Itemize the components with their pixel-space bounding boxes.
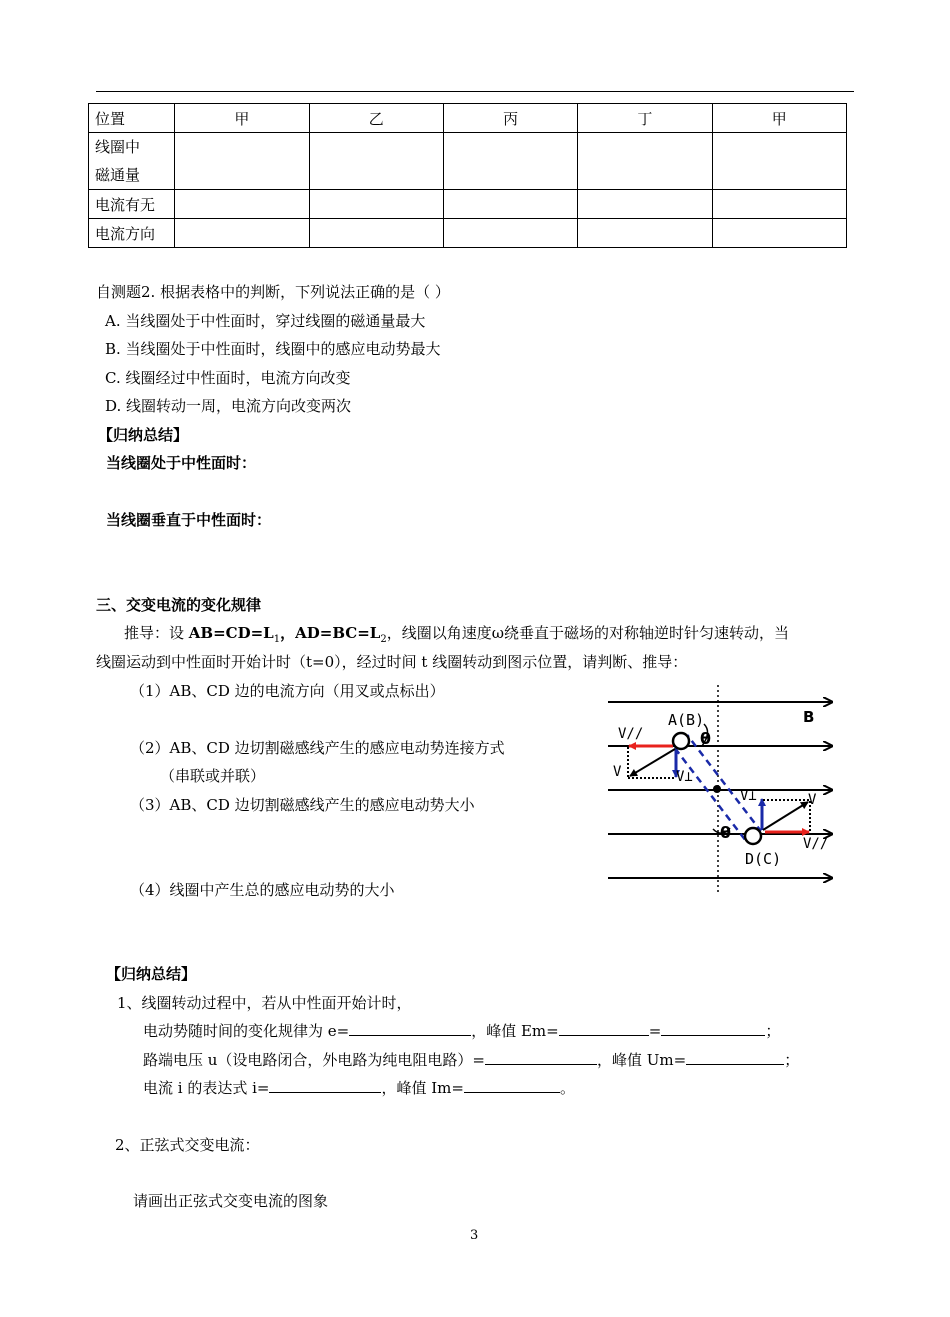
table-cell [443, 133, 577, 190]
table-cell [309, 133, 443, 190]
coil-diagram [600, 680, 850, 895]
current-peak-label: ，峰值 Im= [381, 1079, 464, 1097]
label-v-perp-bottom: V⊥ [740, 788, 757, 804]
emf-line [143, 1020, 780, 1041]
derivation-intro [124, 622, 789, 645]
row-label-line: 线圈中 [95, 138, 141, 156]
intro-subscript: 1 [273, 634, 281, 645]
question-2: （2）AB、CD 边切割磁感线产生的感应电动势连接方式 [130, 739, 505, 757]
current-label: 电流 i 的表达式 i= [143, 1079, 270, 1097]
emf-end: ； [765, 1022, 781, 1040]
voltage-label: 路端电压 u（设电路闭合，外电路为纯电阻电路）= [143, 1051, 485, 1069]
intro-bold: ，AD=BC=L [280, 624, 381, 642]
emf-peak-label: ，峰值 Em= [471, 1022, 559, 1040]
conductor-dc [745, 828, 761, 844]
v-arrow [763, 802, 808, 830]
quiz-option-b: B. 当线圈处于中性面时，线圈中的感应电动势最大 [105, 340, 441, 358]
label-ab: A(B) [668, 711, 705, 729]
emf-label: 电动势随时间的变化规律为 e= [143, 1022, 350, 1040]
voltage-end: ； [784, 1051, 800, 1069]
summary-title: 【归纳总结】 [98, 426, 189, 444]
table-header-cell: 位置 [89, 104, 175, 133]
row-label-line: 磁通量 [95, 166, 141, 184]
summary-line-neutral: 当线圈处于中性面时： [106, 454, 257, 472]
blank-im[interactable] [464, 1078, 560, 1093]
label-v-perp-top: V⊥ [676, 769, 693, 785]
table-cell [309, 190, 443, 219]
question-2-hint: （串联或并联） [160, 767, 266, 785]
summary2-title: 【归纳总结】 [106, 965, 197, 983]
table-row [89, 219, 847, 248]
question-1: （1）AB、CD 边的电流方向（用叉或点标出） [130, 682, 445, 700]
table-header-cell: 丁 [578, 104, 712, 133]
table-cell [175, 133, 309, 190]
draw-instruction: 请画出正弦式交变电流的图象 [133, 1192, 329, 1210]
summary2-item2: 2、正弦式交变电流： [115, 1136, 260, 1154]
label-v-bottom: V [808, 792, 817, 808]
label-dc: D(C) [745, 850, 782, 868]
label-field-b: B [803, 708, 815, 726]
v-arrow [630, 749, 675, 776]
derivation-intro-line2: 线圈运动到中性面时开始计时（t=0），经过时间 t 线圈转动到图示位置，请判断、推导： [96, 653, 688, 671]
header-rule [96, 91, 854, 92]
table-cell [712, 219, 846, 248]
quiz-option-c: C. 线圈经过中性面时，电流方向改变 [105, 369, 351, 387]
label-theta-top: θ [700, 729, 711, 748]
analysis-table [88, 103, 847, 248]
page-number: 3 [470, 1228, 479, 1243]
blank-um[interactable] [686, 1050, 784, 1065]
emf-equals: = [648, 1022, 662, 1040]
table-header-cell: 甲 [175, 104, 309, 133]
table-cell [578, 219, 712, 248]
row-label [89, 133, 175, 190]
question-3: （3）AB、CD 边切割磁感线产生的感应电动势大小 [130, 796, 475, 814]
label-v-parallel-top: V// [618, 726, 644, 742]
table-header-cell: 乙 [309, 104, 443, 133]
axis-point [713, 785, 721, 793]
blank-em1[interactable] [559, 1021, 649, 1036]
summary2-item1: 1、线圈转动过程中，若从中性面开始计时， [117, 994, 412, 1012]
table-cell [175, 219, 309, 248]
table-header-cell: 甲 [712, 104, 846, 133]
table-cell [309, 219, 443, 248]
intro-prefix: 推导：设 [124, 624, 189, 642]
blank-i[interactable] [269, 1078, 381, 1093]
voltage-line [143, 1049, 799, 1070]
blank-u[interactable] [485, 1050, 597, 1065]
current-line [143, 1077, 575, 1098]
question-4: （4）线圈中产生总的感应电动势的大小 [130, 881, 395, 899]
label-theta-bottom: θ [720, 823, 731, 842]
intro-bold: AB=CD=L [188, 624, 274, 642]
table-row [89, 190, 847, 219]
current-end: 。 [559, 1079, 575, 1097]
quiz-option-a: A. 当线圈处于中性面时，穿过线圈的磁通量最大 [105, 312, 426, 330]
table-cell [443, 190, 577, 219]
label-v-top: V [613, 764, 622, 780]
table-cell [578, 133, 712, 190]
table-row [89, 133, 847, 190]
table-cell [578, 190, 712, 219]
table-cell [712, 133, 846, 190]
row-label: 电流方向 [89, 219, 175, 248]
summary-line-perpendicular: 当线圈垂直于中性面时： [106, 511, 272, 529]
voltage-peak-label: ，峰值 Um= [597, 1051, 687, 1069]
blank-e[interactable] [349, 1021, 471, 1036]
blank-em2[interactable] [661, 1021, 765, 1036]
intro-rest: ，线圈以角速度ω绕垂直于磁场的对称轴逆时针匀速转动，当 [386, 624, 789, 642]
table-header-row [89, 104, 847, 133]
table-header-cell: 丙 [443, 104, 577, 133]
quiz-question: 自测题2. 根据表格中的判断，下列说法正确的是（ ） [96, 283, 450, 301]
quiz-option-d: D. 线圈转动一周，电流方向改变两次 [105, 397, 352, 415]
table-cell [443, 219, 577, 248]
section-heading: 三、交变电流的变化规律 [96, 596, 262, 614]
conductor-ab [673, 733, 689, 749]
intro-subscript: 2 [380, 634, 387, 645]
table-cell [712, 190, 846, 219]
table-cell [175, 190, 309, 219]
row-label: 电流有无 [89, 190, 175, 219]
label-v-parallel-bottom: V// [803, 836, 829, 852]
